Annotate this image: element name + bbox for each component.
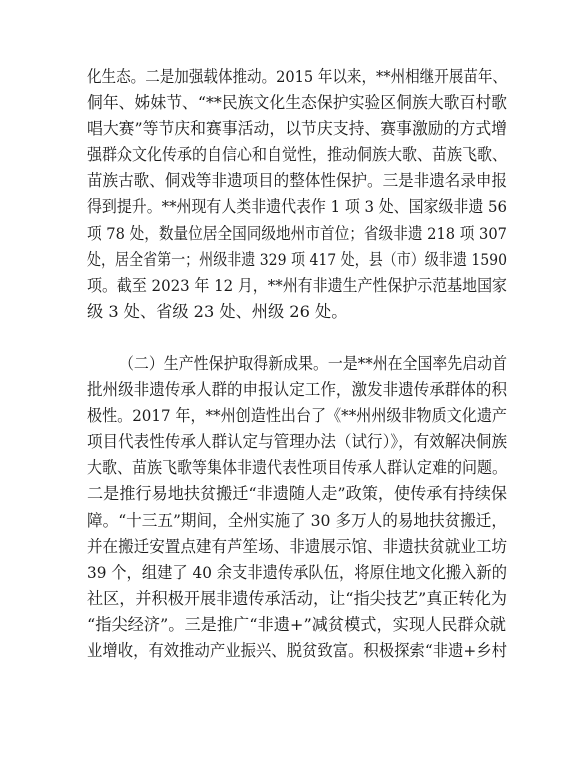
paragraph-line: 苗族古歌、侗戏等非遗项目的整体性保护。三是非遗名录申报 — [87, 171, 508, 191]
paragraph-line: 强群众文化传承的自信心和自觉性，推动侗族大歌、苗族飞歌、 — [87, 145, 507, 165]
paragraph-line: 并在搬迁安置点建有芦笙场、非遗展示馆、非遗扶贫就业工坊 — [87, 536, 508, 556]
paragraph-line: （二）生产性保护取得新成果。一是**州在全国率先启动首 — [119, 354, 508, 373]
paragraph-cultural-ecology — [87, 64, 507, 325]
paragraph-line: 项 78 处，数量位居全国同级地州市首位；省级非遗 218 项 307 — [87, 223, 508, 243]
paragraph-line: 社区，并积极开展非遗传承活动，让“指尖技艺”真正转化为 — [87, 588, 507, 608]
paragraph-line: 唱大赛”等节庆和赛事活动，以节庆支持、赛事激励的方式增 — [87, 119, 508, 139]
paragraph-line: 二是推行易地扶贫搬迁“非遗随人走”政策，使传承有持续保 — [87, 484, 507, 504]
paragraph-line: 业增收，有效推动产业振兴、脱贫致富。积极探索“非遗+乡村 — [87, 641, 508, 661]
paragraph-line: 项。截至 2023 年 12 月，**州有非遗生产性保护示范基地国家 — [87, 275, 507, 295]
paragraph-line: 批州级非遗传承人群的申报认定工作，激发非遗传承群体的积 — [87, 380, 508, 400]
paragraph-line: 项目代表性传承人群认定与管理办法（试行）》，有效解决侗族 — [87, 432, 508, 452]
paragraph-line: 39 个，组建了 40 余支非遗传承队伍，将原住地文化搬入新的 — [87, 562, 507, 582]
paragraph-line: 极性。2017 年，**州创造性出台了《**州州级非物质文化遗产 — [87, 406, 508, 426]
paragraph-line: 得到提升。**州现有人类非遗代表作 1 项 3 处、国家级非遗 56 — [87, 197, 507, 217]
paragraph-line: 大歌、苗族飞歌等集体非遗代表性项目传承人群认定难的问题。 — [87, 458, 507, 478]
paragraph-productive-protection — [87, 351, 507, 664]
paragraph-line: 处，居全省第一；州级非遗 329 项 417 处，县（市）级非遗 1590 — [87, 249, 508, 269]
paragraph-line: “指尖经济”。三是推广“非遗+”减贫模式，实现人民群众就 — [87, 614, 506, 634]
paragraph-line: 级 3 处、省级 23 处、州级 26 处。 — [87, 301, 348, 321]
paragraph-line: 化生态。二是加强载体推动。2015 年以来，**州相继开展苗年、 — [87, 67, 507, 86]
paragraph-line: 障。“十三五”期间，全州实施了 30 多万人的易地扶贫搬迁， — [87, 510, 507, 530]
paragraph-line: 侗年、姊妹节、“**民族文化生态保护实验区侗族大歌百村歌 — [87, 93, 508, 113]
